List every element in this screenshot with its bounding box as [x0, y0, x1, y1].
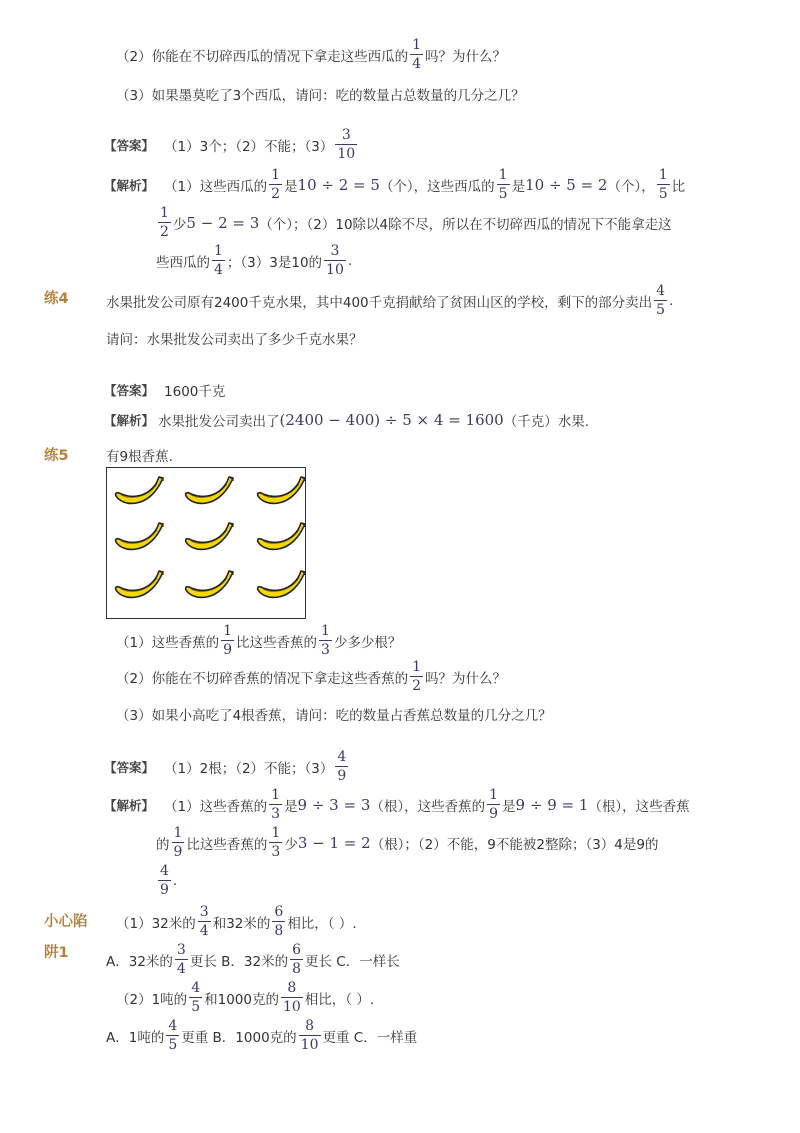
exercise-5-analysis-line2: 的 $\frac{1}{9}$ 比这些香蕉的 $\frac{1}{3}$ 少 3 − 1 = 2 （根）；（2）不能，9不能被2整除；（3）4是9的 [156, 825, 659, 860]
answer-watermelon: 【答案】 （1）3个；（2）不能；（3） $\frac{3}{10}$ [104, 127, 356, 162]
exercise-4-label: 练4 [44, 291, 69, 307]
trap-1-question-1: （1）32米的 $\frac{3}{4}$ 和32米的 $\frac{6}{8}$ 相比，（ ）. [116, 904, 357, 939]
exercise-5-intro: 有9根香蕉. [106, 449, 173, 465]
exercise-5-answer: 【答案】 （1）2根；（2）不能；（3） $\frac{4}{9}$ [104, 749, 347, 784]
banana-icon [255, 520, 307, 556]
banana-icon [113, 474, 165, 510]
analysis-label: 【解析】 [104, 177, 155, 193]
trap-1-question-1-options: A．32米的 $\frac{3}{4}$ 更长 B．32米的 $\frac{6}{8}$ 更长 C．一样长 [106, 942, 400, 977]
trap-1-label-line2: 阱1 [44, 945, 69, 961]
exercise-5-label: 练5 [44, 448, 69, 464]
exercise-5-question-1: （1）这些香蕉的 $\frac{1}{9}$ 比这些香蕉的 $\frac{1}{3}$ 少多少根？ [116, 623, 402, 658]
exercise-4-analysis: 【解析】 水果批发公司卖出了 (2400 − 400) ÷ 5 × 4 = 1600 （千克）水果. [104, 411, 589, 430]
exercise-4-answer: 【答案】 1600千克 [104, 383, 226, 400]
exercise-5-question-2: （2）你能在不切碎香蕉的情况下拿走这些香蕉的 $\frac{1}{2}$ 吗？为什么？ [116, 659, 507, 694]
answer-label: 【答案】 [104, 137, 155, 153]
banana-icon [113, 520, 165, 556]
banana-icon [255, 474, 307, 510]
fraction: $\frac{3}{10}$ [337, 127, 356, 162]
question-2-watermelon: （2）你能在不切碎西瓜的情况下拿走这些西瓜的 $\frac{1}{4}$ 吗？为什么？ [116, 37, 507, 72]
analysis-label: 【解析】 [104, 797, 155, 813]
trap-1-label-line1: 小心陷 [44, 914, 88, 930]
banana-icon [183, 568, 235, 604]
analysis-watermelon-line1: 【解析】 （1）这些西瓜的 $\frac{1}{2}$ 是 10 ÷ 2 = 5 （个），这些西瓜的 $\frac{1}{5}$ 是 10 ÷ 5 = 2 （个）， $\frac{1}{5}$ 比 [104, 167, 686, 202]
trap-1-question-2: （2）1吨的 $\frac{4}{5}$ 和1000克的 $\frac{8}{10}$ 相比，（ ）. [116, 980, 375, 1015]
banana-icon [255, 568, 307, 604]
trap-1-question-2-options: A．1吨的 $\frac{4}{5}$ 更重 B．1000克的 $\frac{8}{10}$ 更重 C．一样重 [106, 1018, 418, 1053]
exercise-5-question-3: （3）如果小高吃了4根香蕉，请问：吃的数量占香蕉总数量的几分之几？ [116, 708, 552, 724]
exercise-4-question-line2: 请问：水果批发公司卖出了多少千克水果？ [106, 332, 363, 348]
fraction: $\frac{1}{4}$ [412, 37, 422, 72]
analysis-watermelon-line3: 些西瓜的 $\frac{1}{4}$ ；（3）3是10的 $\frac{3}{10}$ . [156, 243, 353, 278]
answer-label: 【答案】 [104, 759, 155, 775]
banana-icon [183, 474, 235, 510]
exercise-5-analysis-line3: $\frac{4}{9}$ . [160, 863, 178, 898]
banana-icon [113, 568, 165, 604]
analysis-watermelon-line2: $\frac{1}{2}$ 少 5 − 2 = 3 （个）；（2）10除以4除不尽，所以在不切碎西瓜的情况下不能拿走这 [160, 205, 672, 240]
answer-label: 【答案】 [104, 383, 155, 398]
exercise-5-analysis-line1: 【解析】 （1）这些香蕉的 $\frac{1}{3}$ 是 9 ÷ 3 = 3 （根），这些香蕉的 $\frac{1}{9}$ 是 9 ÷ 9 = 1 （根），这些香蕉 [104, 787, 690, 822]
question-3-watermelon: （3）如果墨莫吃了3个西瓜，请问：吃的数量占总数量的几分之几？ [116, 88, 525, 104]
banana-icon [183, 520, 235, 556]
banana-image [106, 467, 306, 619]
analysis-label: 【解析】 [104, 413, 155, 428]
exercise-4-question-line1: 水果批发公司原有2400千克水果，其中400千克捐献给了贫困山区的学校，剩下的部分卖出 $\frac{4}{5}$ . [106, 283, 674, 318]
